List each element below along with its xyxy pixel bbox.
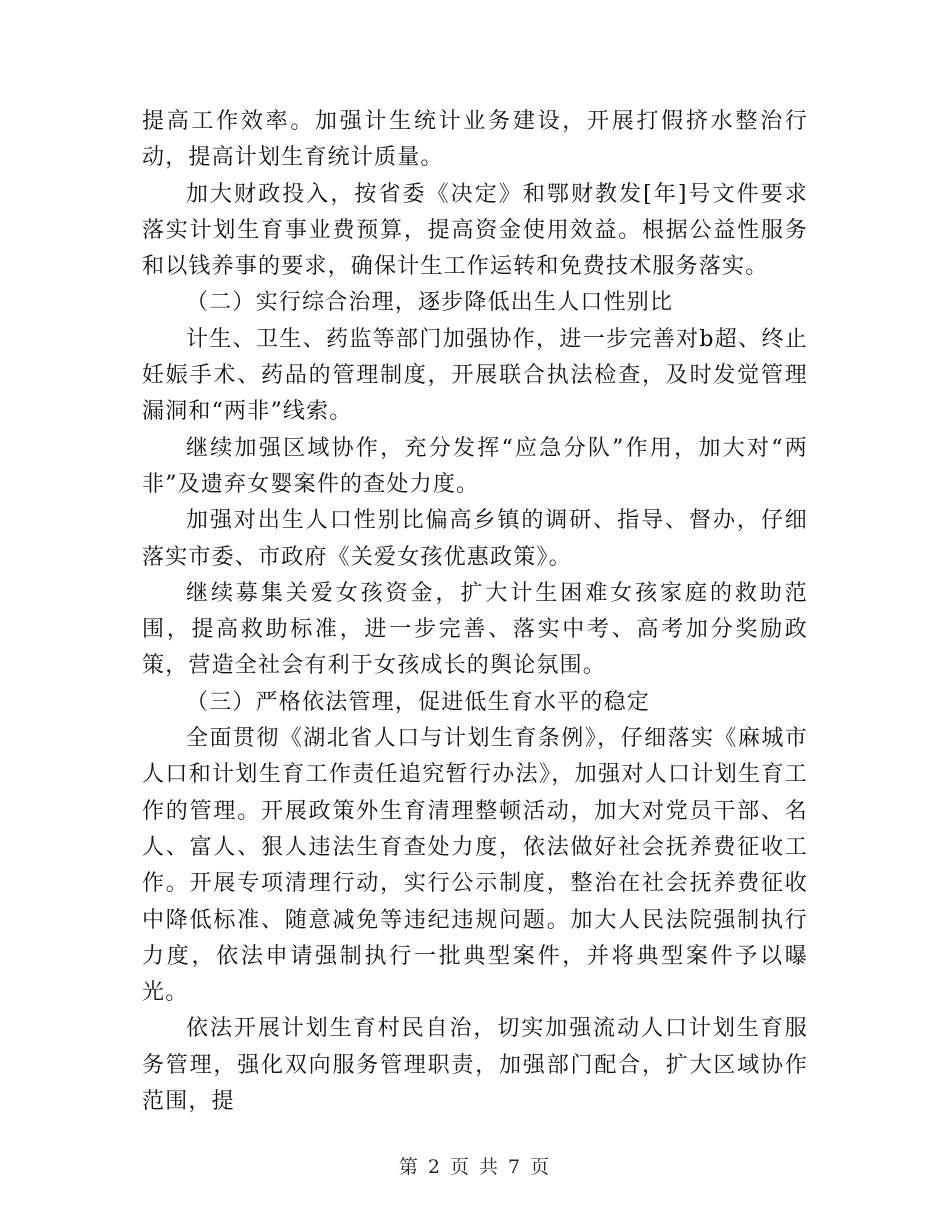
section-heading-3: （三）严格依法管理，促进低生育水平的稳定 <box>186 689 651 715</box>
document-body <box>142 104 808 1120</box>
paragraph-4: 继续加强区域协作，充分发挥“应急分队”作用，加大对“两非”及遗弃女婴案件的查处力度。 <box>142 435 808 497</box>
paragraph-2: 加大财政投入，按省委《决定》和鄂财教发[年]号文件要求落实计划生育事业费预算，提高资金使用效益。根据公益性服务和以钱养事的要求，确保计生工作运转和免费技术服务落实。 <box>142 181 808 280</box>
section-heading-2: （二）实行综合治理，逐步降低出生人口性别比 <box>186 290 674 316</box>
paragraph-1: 提高工作效率。加强计生统计业务建设，开展打假挤水整治行动，提高计划生育统计质量。 <box>142 109 808 171</box>
paragraph-5: 加强对出生人口性别比偏高乡镇的调研、指导、督办，仔细落实市委、市政府《关爱女孩优惠政策》。 <box>142 508 808 570</box>
paragraph-8: 依法开展计划生育村民自治，切实加强流动人口计划生育服务管理，强化双向服务管理职责，加强部门配合，扩大区域协作范围，提 <box>142 1016 808 1115</box>
paragraph-7: 全面贯彻《湖北省人口与计划生育条例》，仔细落实《麻城市人口和计划生育工作责任追究暂行办法》，加强对人口计划生育工作的管理。开展政策外生育清理整顿活动，加大对党员干部、名人、富人、狠人违法生育查处力度，依法做好社会抚养费征收工作。开展专项清理行动，实行公示制度，整治在社会抚养费征收中降低标准、随意减免等违纪违规问题。加大人民法院强制执行力度，依法申请强制执行一批典型案件，并将典型案件予以曝光。 <box>142 726 808 1006</box>
paragraph-3: 计生、卫生、药监等部门加强协作，进一步完善对b超、终止妊娠手术、药品的管理制度，开展联合执法检查，及时发觉管理漏洞和“两非”线索。 <box>142 326 808 425</box>
page-number-footer: 第 2 页 共 7 页 <box>398 1156 552 1178</box>
paragraph-6: 继续募集关爱女孩资金，扩大计生困难女孩家庭的救助范围，提高救助标准，进一步完善、落实中考、高考加分奖励政策，营造全社会有利于女孩成长的舆论氛围。 <box>142 580 808 679</box>
